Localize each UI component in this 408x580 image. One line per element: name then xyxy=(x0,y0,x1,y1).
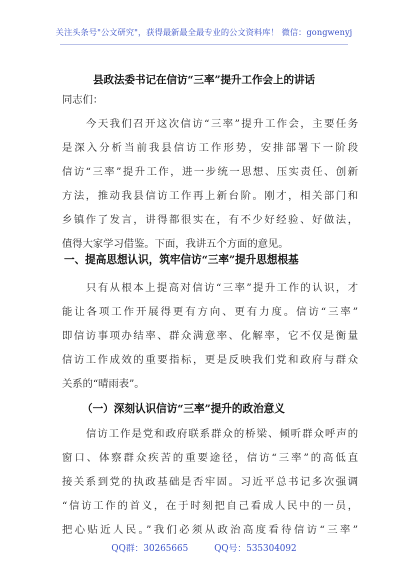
salutation: 同志们： xyxy=(62,94,104,106)
header-divider xyxy=(60,44,348,45)
intro-line: 方法，推动我县信访工作再上新台阶。刚才，相关部门和 xyxy=(62,190,358,202)
intro-line: 是深入分析当前我县信访工作形势，安排部署下一阶段 xyxy=(62,142,358,154)
document-title: 县政法委书记在信访“三率”提升工作会上的讲话 xyxy=(92,74,316,86)
intro-line: 信访“三率”提升工作，进一步统一思想、压实责任、创新 xyxy=(62,166,358,178)
qq-group-number: QQ群：30265665 xyxy=(111,544,189,554)
section1-line: 信访工作成效的重要指标，更是反映我们党和政府与群众 xyxy=(62,354,358,366)
subsection-heading-1: （一）深刻认识信访“三率”提升的政治意义 xyxy=(82,403,285,415)
contact-footer xyxy=(0,541,408,554)
intro-line: 乡镇作了发言，讲得都很实在，有不少好经验、好做法， xyxy=(62,214,358,226)
section1-line: 只有从根本上提高对信访“三率”提升工作的认识，才 xyxy=(86,282,358,294)
intro-line: 值得大家学习借鉴。下面，我讲五个方面的意见。 xyxy=(62,238,289,250)
subsection1-line: 信访工作是党和政府联系群众的桥梁、倾听群众呼声的 xyxy=(86,428,358,440)
section1-line: 即信访事项办结率、群众满意率、化解率，它不仅是衡量 xyxy=(62,330,358,342)
promo-header: 关注头条号"公文研究"，获得最新最全最专业的公文资料库！ 微信：gongwenyj xyxy=(55,27,353,37)
subsection1-line: “信访工作的首义，在于时刻把自己看成人民中的一员， xyxy=(62,500,358,512)
section-heading-1: 一、提高思想认识，筑牢信访“三率”提升思想根基 xyxy=(64,254,299,266)
subsection1-line: 把心贴近人民。”我们必须从政治高度看待信访“三率” xyxy=(62,524,358,536)
subsection1-line: 窗口、体察群众疾苦的重要途径，信访“三率”的高低直 xyxy=(62,452,358,464)
section1-line: 关系的“晴雨表”。 xyxy=(62,378,145,390)
qq-number: QQ号：535304092 xyxy=(214,544,297,554)
intro-line: 今天我们召开这次信访“三率”提升工作会，主要任务 xyxy=(86,118,358,130)
subsection1-line: 接关系到党的执政基础是否牢固。习近平总书记多次强调 xyxy=(62,476,358,488)
section1-line: 能让各项工作开展得更有方向、更有力度。信访“三率” xyxy=(62,306,358,318)
